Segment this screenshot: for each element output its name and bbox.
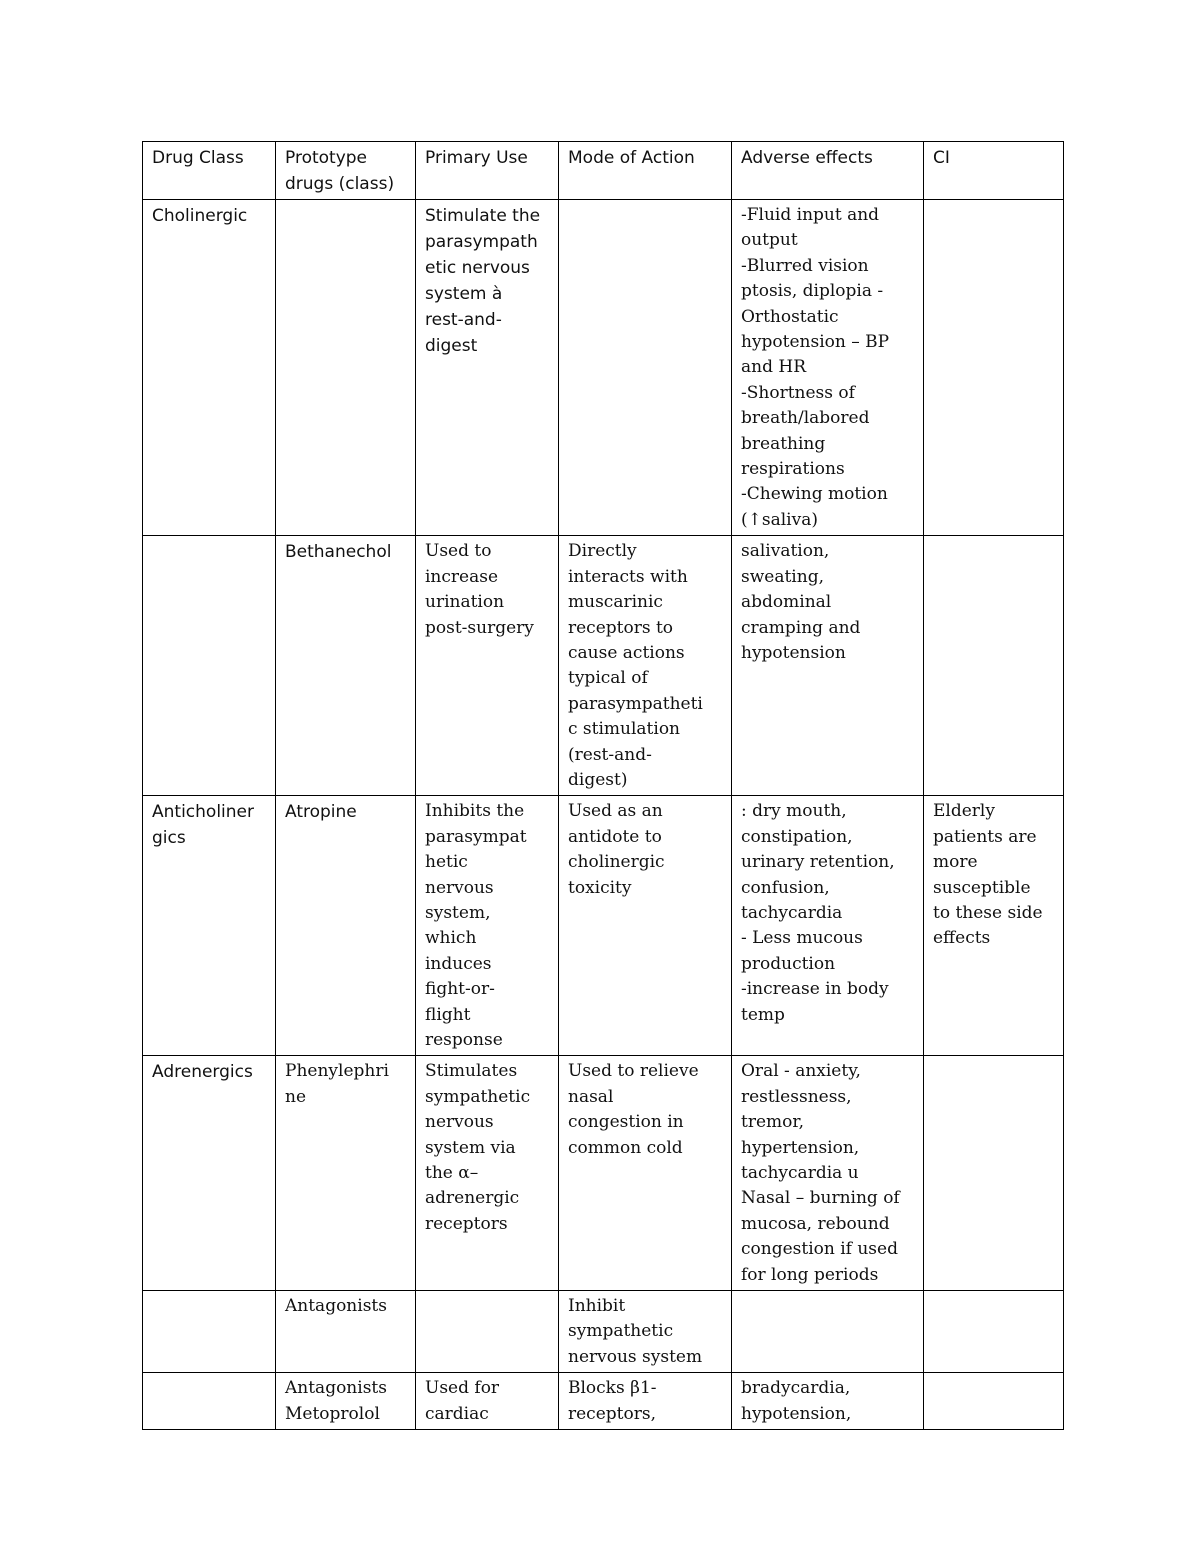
table-header-row xyxy=(143,142,1064,200)
cell-mode-of-action xyxy=(559,200,732,536)
header-prototype: Prototype drugs (class) xyxy=(276,142,416,200)
cell-primary-use: Used for cardiac xyxy=(416,1373,559,1430)
table-row xyxy=(143,1373,1064,1430)
cell-primary-use: Inhibits the parasympat hetic nervous system, which induces fight-or- flight response xyxy=(416,796,559,1056)
cell-drug-class: Anticholiner gics xyxy=(143,796,276,1056)
table-row xyxy=(143,200,1064,536)
cell-adverse-effects: : dry mouth, constipation, urinary retention, confusion, tachycardia - Less mucous production -increase in body temp xyxy=(732,796,924,1056)
cell-ci xyxy=(924,1056,1064,1291)
cell-adverse-effects: -Fluid input and output -Blurred vision ptosis, diplopia - Orthostatic hypotension – BP and HR -Shortness of breath/labored breathing respirations -Chewing motion (↑saliva) xyxy=(732,200,924,536)
cell-adverse-effects xyxy=(732,1291,924,1373)
table-row xyxy=(143,536,1064,796)
cell-adverse-effects: bradycardia, hypotension, xyxy=(732,1373,924,1430)
cell-prototype: Antagonists xyxy=(276,1291,416,1373)
header-drug-class: Drug Class xyxy=(143,142,276,200)
cell-primary-use: Used to increase urination post-surgery xyxy=(416,536,559,796)
cell-primary-use: Stimulate the parasympath etic nervous system à rest-and- digest xyxy=(416,200,559,536)
cell-mode-of-action: Used as an antidote to cholinergic toxicity xyxy=(559,796,732,1056)
header-mode-of-action: Mode of Action xyxy=(559,142,732,200)
cell-mode-of-action: Inhibit sympathetic nervous system xyxy=(559,1291,732,1373)
cell-prototype: Atropine xyxy=(276,796,416,1056)
cell-drug-class xyxy=(143,1373,276,1430)
cell-ci xyxy=(924,200,1064,536)
header-ci: CI xyxy=(924,142,1064,200)
cell-drug-class xyxy=(143,536,276,796)
cell-ci xyxy=(924,1373,1064,1430)
cell-primary-use xyxy=(416,1291,559,1373)
cell-drug-class xyxy=(143,1291,276,1373)
table-row xyxy=(143,796,1064,1056)
table-row xyxy=(143,1056,1064,1291)
cell-prototype: Antagonists Metoprolol xyxy=(276,1373,416,1430)
cell-mode-of-action: Blocks β1- receptors, xyxy=(559,1373,732,1430)
header-adverse-effects: Adverse effects xyxy=(732,142,924,200)
cell-drug-class: Cholinergic xyxy=(143,200,276,536)
cell-ci xyxy=(924,536,1064,796)
cell-primary-use: Stimulates sympathetic nervous system via the α– adrenergic receptors xyxy=(416,1056,559,1291)
cell-adverse-effects: salivation, sweating, abdominal cramping and hypotension xyxy=(732,536,924,796)
table-row xyxy=(143,1291,1064,1373)
cell-mode-of-action: Used to relieve nasal congestion in common cold xyxy=(559,1056,732,1291)
cell-adverse-effects: Oral - anxiety, restlessness, tremor, hypertension, tachycardia u Nasal – burning of mucosa, rebound congestion if used for long periods xyxy=(732,1056,924,1291)
cell-prototype xyxy=(276,200,416,536)
drug-class-table xyxy=(142,141,1064,1430)
cell-ci xyxy=(924,1291,1064,1373)
cell-prototype: Bethanechol xyxy=(276,536,416,796)
header-primary-use: Primary Use xyxy=(416,142,559,200)
cell-mode-of-action: Directly interacts with muscarinic receptors to cause actions typical of parasympatheti c stimulation (rest-and- digest) xyxy=(559,536,732,796)
cell-ci: Elderly patients are more susceptible to these side effects xyxy=(924,796,1064,1056)
cell-drug-class: Adrenergics xyxy=(143,1056,276,1291)
cell-prototype: Phenylephri ne xyxy=(276,1056,416,1291)
